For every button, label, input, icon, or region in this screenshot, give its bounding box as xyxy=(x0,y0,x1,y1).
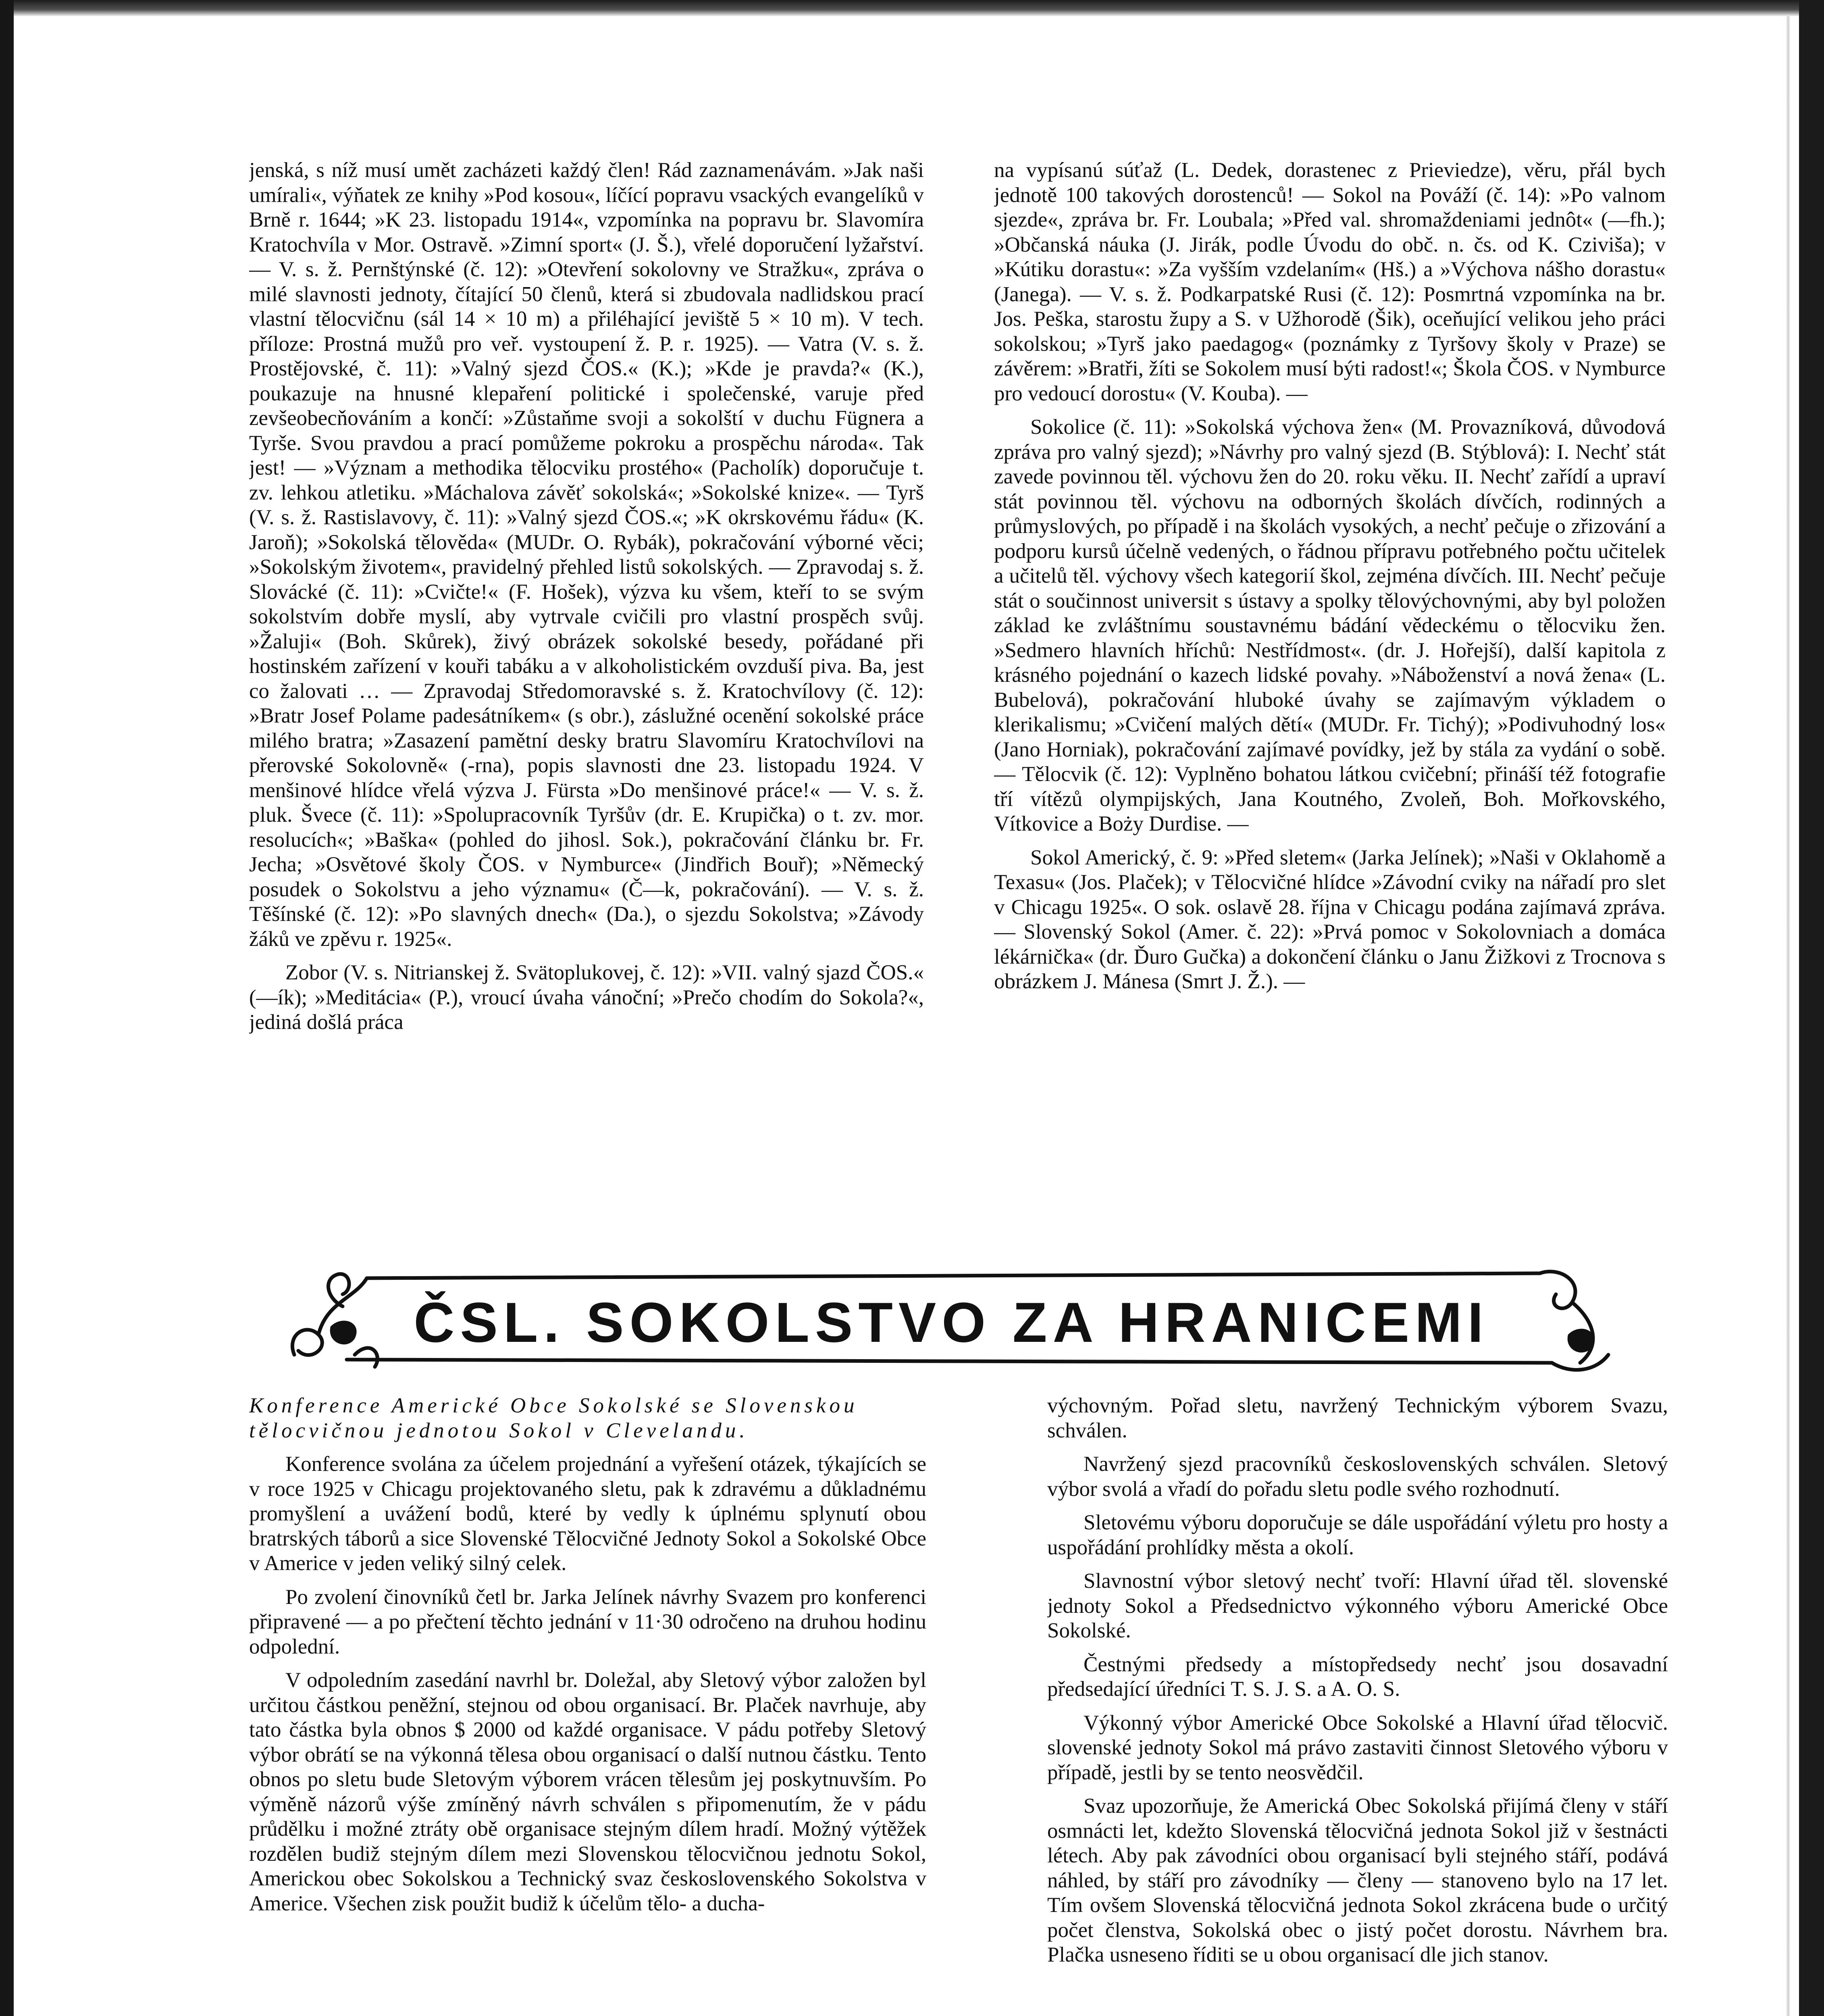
paragraph: na vypísanú súťaž (L. Dedek, dorastenec z Prieviedze), věru, přál bych jednotě 100 takových dorostenců! — Sokol na Pováží (č. 14): »Po valnom sjezde«, zpráva br. Fr. Loubala; »Před val. shromaždeniami jednôt« (—fh.); »Občanská náuka (J. Jirák, podle Úvodu do obč. n. čs. od K. Czivišа); v »Kútiku dorastu«: »Za vyšším vzdelaním« (Hš.) a »Výchova nášho dorastu« (Janega). — V. s. ž. Podkarpatské Rusi (č. 12): Posmrtná vzpomínka na br. Jos. Peška, starostu župy a S. v Užhorodě (Šik), oceňující velikou jeho práci sokolskou; »Tyrš jako paedagog« (poznámky z Tyršovy školy v Praze) se závěrem: »Bratři, žíti se Sokolem musí býti radost!«; Škola ČOS. v Nymburce pro vedoucí dorostu« (V. Kouba). — xyxy=(994,158,1666,405)
ornamental-banner-graphic xyxy=(282,1254,1620,1379)
article-right-column xyxy=(1047,1393,1668,2016)
right-vine-ornament xyxy=(1540,1272,1608,1370)
banner-title: ČSL. SOKOLSTVO ZA HRANICEMI xyxy=(414,1291,1489,1354)
top-right-column xyxy=(994,158,1666,1206)
top-left-column xyxy=(249,158,924,1206)
banner-top-line xyxy=(367,1273,1540,1278)
leaf-ornament xyxy=(330,1321,357,1345)
paragraph: výchovným. Pořad sletu, navržený Technickým výborem Svazu, schválen. xyxy=(1047,1394,1668,1442)
banner-bottom-line xyxy=(347,1360,1552,1363)
scan-border-left xyxy=(0,0,14,2016)
paragraph: Sletovému výboru doporučuje se dále uspořádání výletu pro hosty a uspořádání prohlídky města a okolí. xyxy=(1047,1511,1668,1559)
paragraph: Konference svolána za účelem projednání a vyřešení otázek, týkajících se v roce 1925 v Chicagu projektovaného sletu, pak k zdravému a důkladnému promyšlení a uvážení bodů, které by vedly k úplnému splynutí obou bratrských táborů a sice Slovenské Tělocvičné Jednoty Sokol a Sokolské Obce v Americe v jeden veliký silný celek. xyxy=(249,1452,926,1575)
paragraph: Navržený sjezd pracovníků československých schválen. Sletový výbor svolá a vřadí do pořadu sletu podle svého rozhodnutí. xyxy=(1047,1452,1668,1501)
leaf-ornament xyxy=(1568,1329,1594,1353)
paragraph: jenská, s níž musí umět zacházeti každý člen! Rád zaznamenávám. »Jak naši umírali«, výňatek ze knihy »Pod kosou«, líčící popravu vsackých evangelíků v Brně r. 1644; »K 23. listopadu 1914«, vzpomínka na popravu br. Slavomíra Kratochvíla v Mor. Ostravě. »Zimní sport« (J. Š.), vřelé doporučení lyžařství. — V. s. ž. Pernštýnské (č. 12): »Otevření sokolovny ve Stražku«, zpráva o milé slavnosti jednoty, čítající 50 členů, která si zbudovala nadlidskou prací vlastní tělocvičnu (sál 14 × 10 m) a přiléhající jeviště 5 × 10 m). V tech. příloze: Prostná mužů pro veř. vystoupení ž. P. r. 1925). — Vatra (V. s. ž. Prostějovské, č. 11): »Valný sjezd ČOS.« (K.); »Kde je pravda?« (K.), poukazuje na hnusné klepaření politické i společenské, varuje před zevšeobecňováním a končí: »Zůstaňme svoji a sokolští v duchu Fügnera a Tyrše. Svou pravdou a prací pomůžeme pokroku a prospěchu národa«. Tak jest! — »Význam a methodika tělocviku prostého« (Pacholík) doporučuje t. zv. lehkou atletiku. »Máchalova závěť sokolská«; »Sokolské knize«. — Tyrš (V. s. ž. Rastislavovy, č. 11): »Valný sjezd ČOS.«; »K okrskovému řádu« (K. Jaroň); »Sokolská tělověda« (MUDr. O. Rybák), pokračování výborné věci; »Sokolským životem«, pravidelný přehled listů sokolských. — Zpravodaj s. ž. Slovácké (č. 11): »Cvičte!« (F. Hošek), výzva ku všem, kteří to se svým sokolstvím dobře myslí, aby vytrvale cvičili pro vlastní prospěch svůj. »Žaluji« (Boh. Skůrek), živý obrázek sokolské besedy, pořádané při hostinském zařízení v kouři tabáku a v alkoholistickém ovzduší piva. Ba, jest co žalovati … — Zpravodaj Středomoravské s. ž. Kratochvílovy (č. 12): »Bratr Josef Polame padesátníkem« (s obr.), záslužné ocenění sokolské práce milého bratra; »Zasazení pamětní desky bratru Slavomíru Kratochvílovi na přerovské Sokolovně« (-rna), popis slavnosti dne 23. listopadu 1924. V menšinové hlídce vřelá výzva J. Fürsta »Do menšinové práce!« — V. s. ž. pluk. Švece (č. 11): »Spolupracovník Tyršův (dr. E. Krupička) o t. zv. mor. resolucích«; »Baška« (pohled do jihosl. Sok.), pokračování článku br. Fr. Jecha; »Osvětové školy ČOS. v Nymburce« (Jindřich Bouř); »Německý posudek o Sokolstvu a jeho významu« (Č—k, pokračování). — V. s. ž. Těšínské (č. 12): »Po slavných dnech« (Da.), o sjezdu Sokolstva; »Závody žáků ve zpěvu r. 1925«. xyxy=(249,158,924,951)
scan-border-right xyxy=(1799,0,1824,2016)
section-banner xyxy=(282,1254,1620,1379)
left-vine-ornament xyxy=(292,1274,377,1367)
paragraph: Sokolice (č. 11): »Sokolská výchova žen« (M. Provazníková, důvodová zpráva pro valný sjezd); »Návrhy pro valný sjezd (B. Stýblová): I. Nechť stát zavede povinnou těl. výchovu žen do 20. roku věku. II. Nechť zařídí a upraví stát povinnou těl. výchovu na odborných školách dívčích, rodinných a průmyslových, po případě i na školách vysokých, a nechť pečuje o zřizování a podporu kursů účelně vedených, o řádnou přípravu potřebného počtu učitelek a učitelů těl. výchovy všech kategorií škol, zejména dívčích. III. Nechť pečuje stát o součinnost universit s ústavy a spolky tělovýchovnými, aby byl položen základ ke zvláštnímu soustavnému bádání vědeckému o tělocviku žen. »Sedmero hlavních hříchů: Nestřídmost«. (dr. J. Hořejší), další kapitola z krásného pojednání o kazech lidské povahy. »Náboženství a nová žena« (L. Bubelová), pokračování hluboké úvahy se zajímavým výkladem o klerikalismu; »Cvičení malých dětí« (MUDr. Fr. Tichý); »Podivuhodný los« (Jano Horniak), pokračování zajímavé povídky, jež by stála za vydání o sobě. — Tělocvik (č. 12): Vyplněno bohatou látkou cvičební; přináší též fotografie tří vítězů olympijských, Jana Koutného, Zvoleň, Boh. Mořkovského, Vítkovice a Boży Durdise. — xyxy=(994,415,1666,835)
paragraph: Čestnými předsedy a místopředsedy nechť jsou dosavadní předsedající úředníci T. S. J. S. a A. O. S. xyxy=(1047,1652,1668,1701)
scan-border-top xyxy=(0,0,1824,16)
paragraph: V odpoledním zasedání navrhl br. Doležal, aby Sletový výbor založen byl určitou částkou peněžní, stejnou od obou organisací. Br. Plaček navrhuje, aby tato částka byla obnos $ 2000 od každé organisace. V pádu potřeby Sletový výbor obrátí se na výkonná tělesa obou organisací o další nutnou částku. Tento obnos po sletu bude Sletovým výborem vrácen tělesům jej poskytnuvším. Po výměně názorů výše zmíněný návrh schválen s připomenutím, že v pádu průdělku i možné ztráty obě organisace stejným dílem hradí. Možný výtěžek rozdělen budiž stejným dílem mezi Slovenskou tělocvičnou jednotu Sokol, Americkou obec Sokolskou a Technický svaz československého Sokolstva v Americe. Všechen zisk použit budiž k účelům tělo- a ducha- xyxy=(249,1668,926,1915)
page-crease xyxy=(1786,16,1790,2016)
paragraph: Sokol Americký, č. 9: »Před sletem« (Jarka Jelínek); »Naši v Oklahomě a Texasu« (Jos. Plaček); v Tělocvičné hlídce »Závodní cviky na nářadí pro slet v Chicagu 1925«. O sok. oslavě 28. října v Chicagu podána zajímavá zpráva. — Slovenský Sokol (Amer. č. 22): »Prvá pomoc v Sokolovniach a domáca lékárnička« (dr. Ďuro Gučka) a dokončení článku o Janu Žižkovi z Trocnova s obrázkem J. Mánesa (Smrt J. Ž.). — xyxy=(994,846,1666,993)
paragraph: Po zvolení činovníků četl br. Jarka Jelínek návrhy Svazem pro konferenci připravené — a po přečtení těchto jednání v 11·30 odročeno na druhou hodinu odpolední. xyxy=(249,1585,926,1658)
paragraph: Výkonný výbor Americké Obce Sokolské a Hlavní úřad tělocvič. slovenské jednoty Sokol má právo zastaviti činnost Sletového výboru v případě, jestli by se tento neosvědčil. xyxy=(1047,1711,1668,1784)
paragraph: Svaz upozorňuje, že Americká Obec Sokolská přijímá členy v stáří osmnácti let, kdežto Slovenská tělocvičná jednota Sokol již v šestnácti létech. Aby pak závodníci obou organisací byli stejného stáří, podává náhled, by stáří pro závodníky — členy — stanoveno bylo na 17 let. Tím ovšem Slovenská tělocvičná jednota Sokol zkrácena bude o určitý počet členstva, Sokolská obec o jistý počet dorostu. Návrhem bra. Plačka usneseno říditi se u obou organisací dle jich stanov. xyxy=(1047,1794,1668,1966)
paragraph: Zobor (V. s. Nitrianskej ž. Svätoplukovej, č. 12): »VII. valný sjazd ČOS.« (—ík); »Meditácia« (P.), vroucí úvaha vánoční; »Prečo chodím do Sokola?«, jediná došlá práca xyxy=(249,961,924,1034)
article-left-column xyxy=(249,1393,926,2016)
paragraph: Slavnostní výbor sletový nechť tvoří: Hlavní úřad těl. slovenské jednoty Sokol a Předsednictvo výkonného výboru Americké Obce Sokolské. xyxy=(1047,1569,1668,1642)
article-heading: Konference Americké Obce Sokolské se Slovenskou tělocvičnou jednotou Sokol v Clevelandu. xyxy=(249,1394,858,1442)
